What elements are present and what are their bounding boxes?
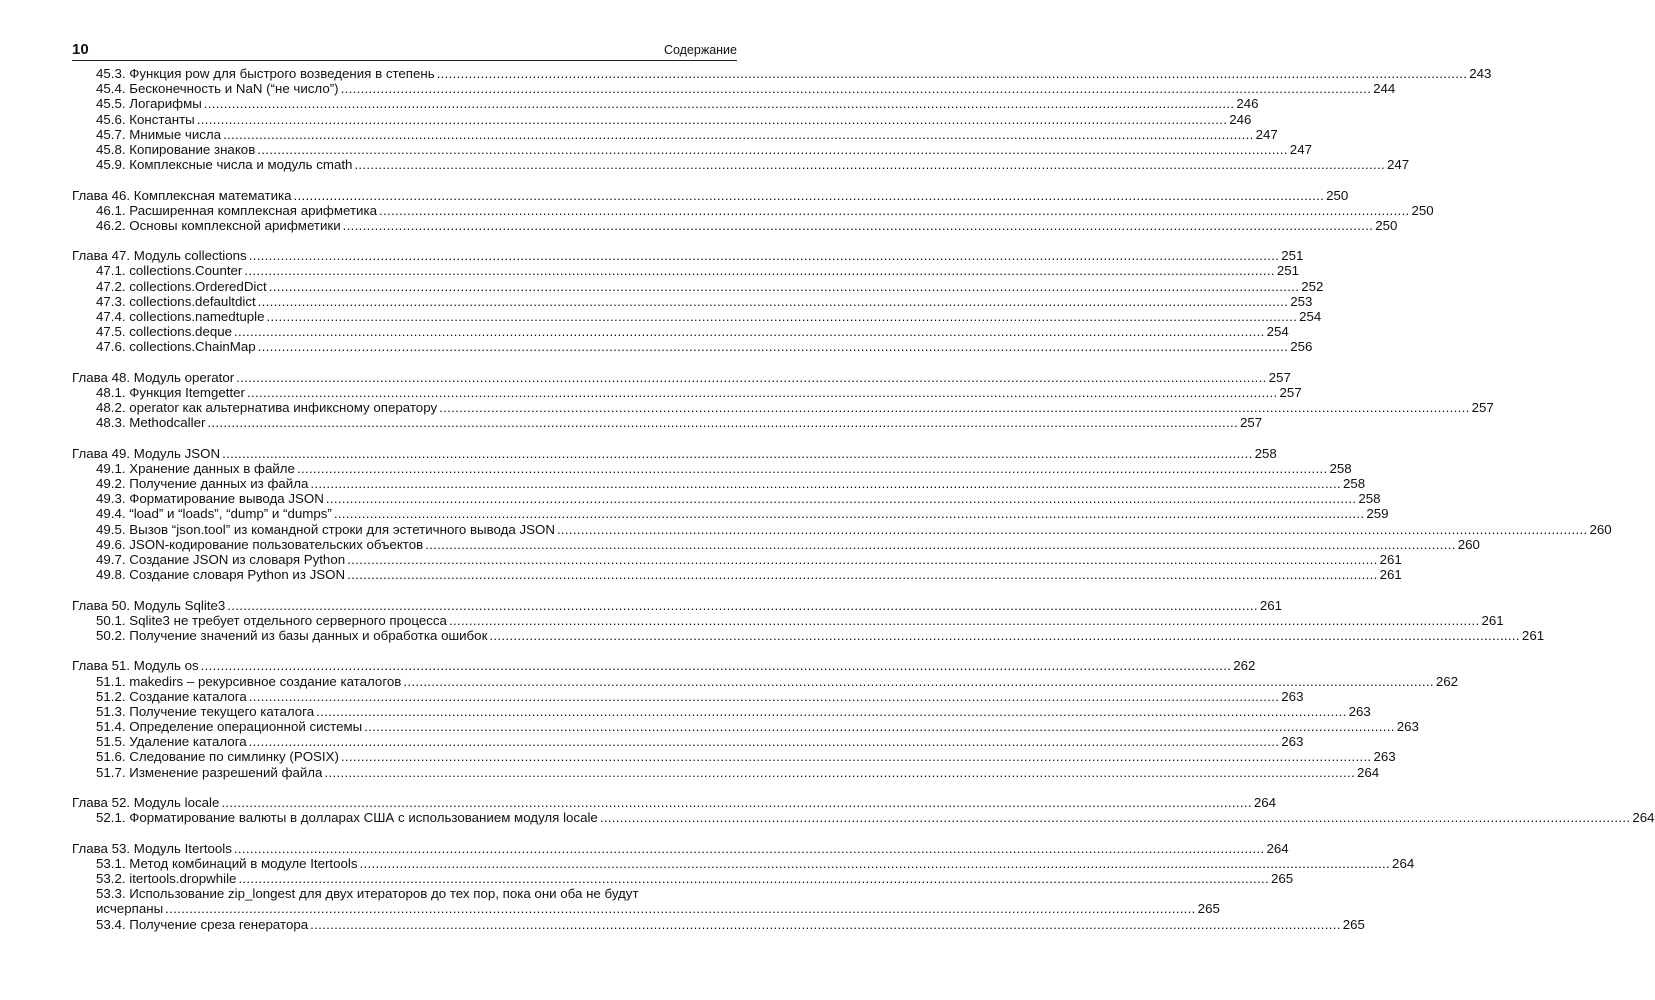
toc-section-entry[interactable] [72,309,1322,324]
toc-dot-leader [310,476,1341,491]
toc-spacer [72,643,737,658]
toc-entry-title: 49.4. “load” и “loads”, “dump” и “dumps” [96,506,332,522]
toc-entry-title: 49.1. Хранение данных в файле [96,460,295,476]
toc-entry-page: 257 [1471,400,1494,416]
toc-entry-title: 45.9. Комплексные числа и модуль cmath [96,157,353,173]
toc-spacer [72,780,737,795]
toc-entry-title: Глава 48. Модуль operator [72,369,235,385]
toc-section-entry[interactable] [72,749,1396,765]
toc-entry-page: 250 [1375,217,1398,233]
toc-entry-title: 45.7. Мнимые числа [96,126,222,142]
toc-spacer [72,233,737,248]
toc-dot-leader [354,157,1385,172]
toc-entry-page: 262 [1233,658,1256,674]
toc-dot-leader [258,339,1289,354]
toc-section-entry[interactable] [72,400,1494,416]
toc-entry-page: 246 [1236,96,1259,112]
toc-spacer [72,172,737,187]
toc-entry-title: 45.8. Копирование знаков [96,141,256,157]
toc-dot-leader [234,841,1265,856]
toc-entry-page: 261 [1379,567,1402,583]
toc-entry-page: 262 [1435,673,1459,689]
toc-entry-title: 49.2. Получение данных из файла [96,476,309,492]
toc-entry-title: 51.5. Удаление каталога [96,734,247,750]
toc-entry-page: 261 [1481,612,1504,628]
toc-section-entry[interactable] [72,96,1259,112]
toc-entry-title: Глава 49. Модуль JSON [72,445,221,461]
toc-entry-title: 53.3. Использование zip_longest для двух итераторов до тех пор, пока они оба не будут [96,886,639,902]
toc-dot-leader [360,856,1391,871]
toc-entry-page: 256 [1290,339,1313,355]
toc-dot-leader [269,279,1300,294]
toc-dot-leader [557,522,1588,537]
toc-entry-page: 254 [1266,324,1289,340]
toc-entry-title: 51.1. makedirs – рекурсивное создание каталогов [96,673,402,689]
toc-dot-leader [249,689,1280,704]
toc-section-entry[interactable] [72,673,1459,689]
toc-entry-title: 52.1. Форматирование валюты в долларах США с использованием модуля locale [96,810,598,826]
toc-entry-page: 264 [1266,840,1289,856]
toc-spacer [72,582,737,597]
toc-dot-leader [334,506,1365,521]
running-title: Содержание [663,43,737,57]
toc-dot-leader [326,491,1357,506]
toc-entry-title: 47.6. collections.ChainMap [96,339,256,355]
toc-section-entry[interactable] [72,217,1398,233]
toc-section-entry[interactable] [72,703,1371,719]
toc-section-entry[interactable] [72,141,1312,157]
toc-entry-title: Глава 51. Модуль os [72,658,199,674]
toc-section-entry[interactable] [72,476,1366,492]
toc-entry-title: 46.1. Расширенная комплексная арифметика [96,202,377,218]
toc-dot-leader [204,96,1235,111]
toc-dot-leader [379,203,1410,218]
toc-section-entry[interactable] [72,612,1504,628]
toc-section-entry[interactable] [72,324,1289,340]
toc-entry-page: 260 [1457,536,1480,552]
table-of-contents [72,66,1655,932]
toc-section-entry[interactable] [72,734,1304,750]
toc-section-entry[interactable] [72,627,1545,643]
toc-dot-leader [341,749,1372,764]
toc-entry-page: 258 [1358,491,1381,507]
toc-section-entry-continuation[interactable] [72,901,1220,917]
toc-entry-page: 257 [1239,415,1263,431]
toc-entry-title: 49.8. Создание словаря Python из JSON [96,567,346,583]
toc-entry-title: 48.2. operator как альтернатива инфиксному оператору [96,400,438,416]
toc-dot-leader [238,871,1269,886]
toc-entry-title: 47.2. collections.OrderedDict [96,278,267,294]
toc-dot-leader [489,628,1520,643]
toc-spacer [72,825,737,840]
toc-section-entry[interactable] [72,764,1380,780]
toc-entry-page: 264 [1632,810,1655,826]
toc-entry-page: 261 [1259,597,1282,613]
page-header [72,40,737,61]
toc-entry-page: 252 [1301,278,1324,294]
toc-entry-title: 45.6. Константы [96,111,195,127]
toc-entry-page: 243 [1469,66,1492,81]
toc-chapter-entry[interactable] [72,445,1277,461]
toc-section-entry[interactable] [72,66,1492,81]
toc-section-entry[interactable] [72,688,1304,704]
toc-entry-title: Глава 52. Модуль locale [72,795,220,810]
toc-section-entry[interactable] [72,491,1381,507]
toc-dot-leader [165,901,1196,916]
toc-entry-title: 51.7. Изменение разрешений файла [96,764,323,780]
toc-entry-title: Глава 47. Модуль collections [72,248,247,264]
toc-dot-leader [249,734,1280,749]
toc-entry-page: 258 [1342,476,1366,492]
toc-dot-leader [234,324,1265,339]
toc-entry-title: 45.3. Функция pow для быстрого возведения в степень [96,66,435,81]
toc-section-entry[interactable] [72,111,1252,127]
toc-entry-title: 46.2. Основы комплексной арифметики [96,217,341,233]
toc-dot-leader [341,81,1372,96]
toc-dot-leader [258,294,1289,309]
toc-entry-page: 250 [1326,187,1349,203]
toc-section-entry[interactable] [72,506,1389,522]
toc-entry-title: 50.2. Получение значений из базы данных и обработка ошибок [96,627,488,643]
toc-dot-leader [347,567,1378,582]
toc-entry-title: 51.6. Следование по симлинку (POSIX) [96,749,339,765]
toc-dot-leader [347,552,1378,567]
toc-dot-leader [439,400,1470,415]
toc-section-entry[interactable] [72,460,1352,476]
toc-section-entry[interactable] [72,855,1415,871]
toc-section-entry[interactable] [72,384,1302,400]
toc-entry-page: 251 [1281,248,1304,264]
toc-entry-page: 265 [1197,901,1220,917]
toc-entry-page: 261 [1379,552,1402,567]
toc-section-entry[interactable] [72,886,737,901]
toc-entry-page: 264 [1253,795,1277,810]
toc-entry-title-continuation: исчерпаны [96,901,164,917]
toc-section-entry[interactable] [72,719,1419,735]
page-number: 10 [72,41,89,58]
toc-entry-title: 45.4. Бесконечность и NaN (“не число”) [96,81,339,97]
toc-entry-page: 257 [1268,369,1291,385]
toc-entry-page: 264 [1357,764,1380,780]
toc-section-entry[interactable] [72,157,1410,173]
toc-chapter-entry[interactable] [72,795,1277,810]
toc-entry-page: 254 [1299,309,1322,324]
toc-dot-leader [403,674,1434,689]
toc-entry-title: 49.5. Вызов “json.tool” из командной строки для эстетичного вывода JSON [96,521,555,537]
toc-section-entry[interactable] [72,81,1396,97]
toc-dot-leader [247,385,1278,400]
toc-section-entry[interactable] [72,278,1324,294]
toc-entry-title: 53.1. Метод комбинаций в модуле Itertools [96,855,358,871]
toc-section-entry[interactable] [72,415,1263,431]
toc-entry-page: 251 [1276,263,1300,279]
toc-section-entry[interactable] [72,293,1313,309]
toc-dot-leader [449,613,1480,628]
toc-entry-title: 48.3. Methodcaller [96,415,206,431]
toc-dot-leader [324,765,1355,780]
toc-entry-title: 51.3. Получение текущего каталога [96,703,315,719]
toc-section-entry[interactable] [72,263,1300,279]
toc-entry-page: 247 [1255,126,1278,142]
toc-section-entry[interactable] [72,339,1313,355]
toc-entry-page: 258 [1329,460,1352,476]
toc-dot-leader [249,248,1280,263]
toc-entry-title: 49.7. Создание JSON из словаря Python [96,552,346,567]
toc-entry-title: 48.1. Функция Itemgetter [96,384,245,400]
toc-chapter-entry[interactable] [72,597,1282,613]
toc-entry-title: 50.1. Sqlite3 не требует отдельного серверного процесса [96,612,447,628]
toc-entry-title: 53.2. itertools.dropwhile [96,870,237,886]
toc-dot-leader [310,917,1341,932]
toc-entry-page: 263 [1396,719,1419,735]
toc-dot-leader [257,142,1288,157]
toc-entry-page: 263 [1281,734,1304,750]
toc-entry-page: 265 [1342,916,1365,932]
toc-section-entry[interactable] [72,870,1294,886]
toc-section-entry[interactable] [72,916,1365,932]
toc-dot-leader [197,112,1228,127]
toc-entry-title: 47.4. collections.namedtuple [96,309,265,324]
toc-entry-page: 263 [1373,749,1396,765]
toc-dot-leader [236,370,1267,385]
toc-entry-page: 247 [1289,141,1312,157]
toc-entry-page: 257 [1279,384,1302,400]
toc-dot-leader [343,218,1374,233]
toc-entry-title: 49.6. JSON-кодирование пользовательских объектов [96,536,424,552]
toc-section-entry[interactable] [72,567,1402,583]
toc-entry-page: 263 [1348,703,1371,719]
toc-entry-title: 53.4. Получение среза генератора [96,916,309,932]
toc-entry-title: Глава 50. Модуль Sqlite3 [72,597,226,613]
toc-entry-page: 258 [1254,445,1277,461]
toc-dot-leader [221,795,1252,810]
toc-dot-leader [227,598,1258,613]
toc-chapter-entry[interactable] [72,369,1291,385]
toc-dot-leader [223,127,1254,142]
toc-chapter-entry[interactable] [72,840,1289,856]
toc-entry-title: 51.4. Определение операционной системы [96,719,363,735]
toc-entry-page: 260 [1589,521,1612,537]
toc-entry-title: 47.3. collections.defaultdict [96,293,256,309]
toc-dot-leader [222,446,1253,461]
toc-dot-leader [294,188,1325,203]
toc-entry-page: 265 [1270,870,1294,886]
toc-chapter-entry[interactable] [72,187,1349,203]
toc-dot-leader [425,537,1456,552]
toc-dot-leader [207,415,1238,430]
toc-dot-leader [437,66,1468,81]
toc-section-entry[interactable] [72,126,1278,142]
toc-dot-leader [297,461,1328,476]
toc-dot-leader [244,263,1275,278]
toc-entry-page: 264 [1392,855,1415,871]
toc-section-entry[interactable] [72,810,1655,826]
toc-dot-leader [600,810,1631,825]
toc-dot-leader [316,704,1347,719]
toc-entry-page: 261 [1521,627,1545,643]
toc-entry-title: 47.5. collections.deque [96,324,233,340]
toc-chapter-entry[interactable] [72,658,1256,674]
toc-entry-page: 250 [1411,202,1434,218]
toc-section-entry[interactable] [72,536,1480,552]
toc-entry-page: 246 [1229,111,1252,127]
toc-entry-title: 49.3. Форматирование вывода JSON [96,491,324,507]
toc-spacer [72,431,737,446]
toc-dot-leader [201,658,1232,673]
toc-dot-leader [267,309,1298,324]
toc-dot-leader [364,719,1395,734]
toc-chapter-entry[interactable] [72,248,1304,264]
toc-section-entry[interactable] [72,552,1402,567]
toc-entry-title: 51.2. Создание каталога [96,688,247,704]
toc-entry-title: Глава 53. Модуль Itertools [72,840,232,856]
toc-spacer [72,355,737,370]
toc-section-entry[interactable] [72,202,1434,218]
toc-entry-title: 45.5. Логарифмы [96,96,202,112]
toc-entry-title: Глава 46. Комплексная математика [72,187,292,203]
toc-section-entry[interactable] [72,521,1612,537]
toc-entry-page: 263 [1281,688,1304,704]
toc-entry-page: 253 [1290,293,1313,309]
toc-entry-page: 244 [1373,81,1396,97]
toc-entry-page: 247 [1386,157,1410,173]
toc-entry-title: 47.1. collections.Counter [96,263,243,279]
toc-entry-page: 259 [1366,506,1389,522]
